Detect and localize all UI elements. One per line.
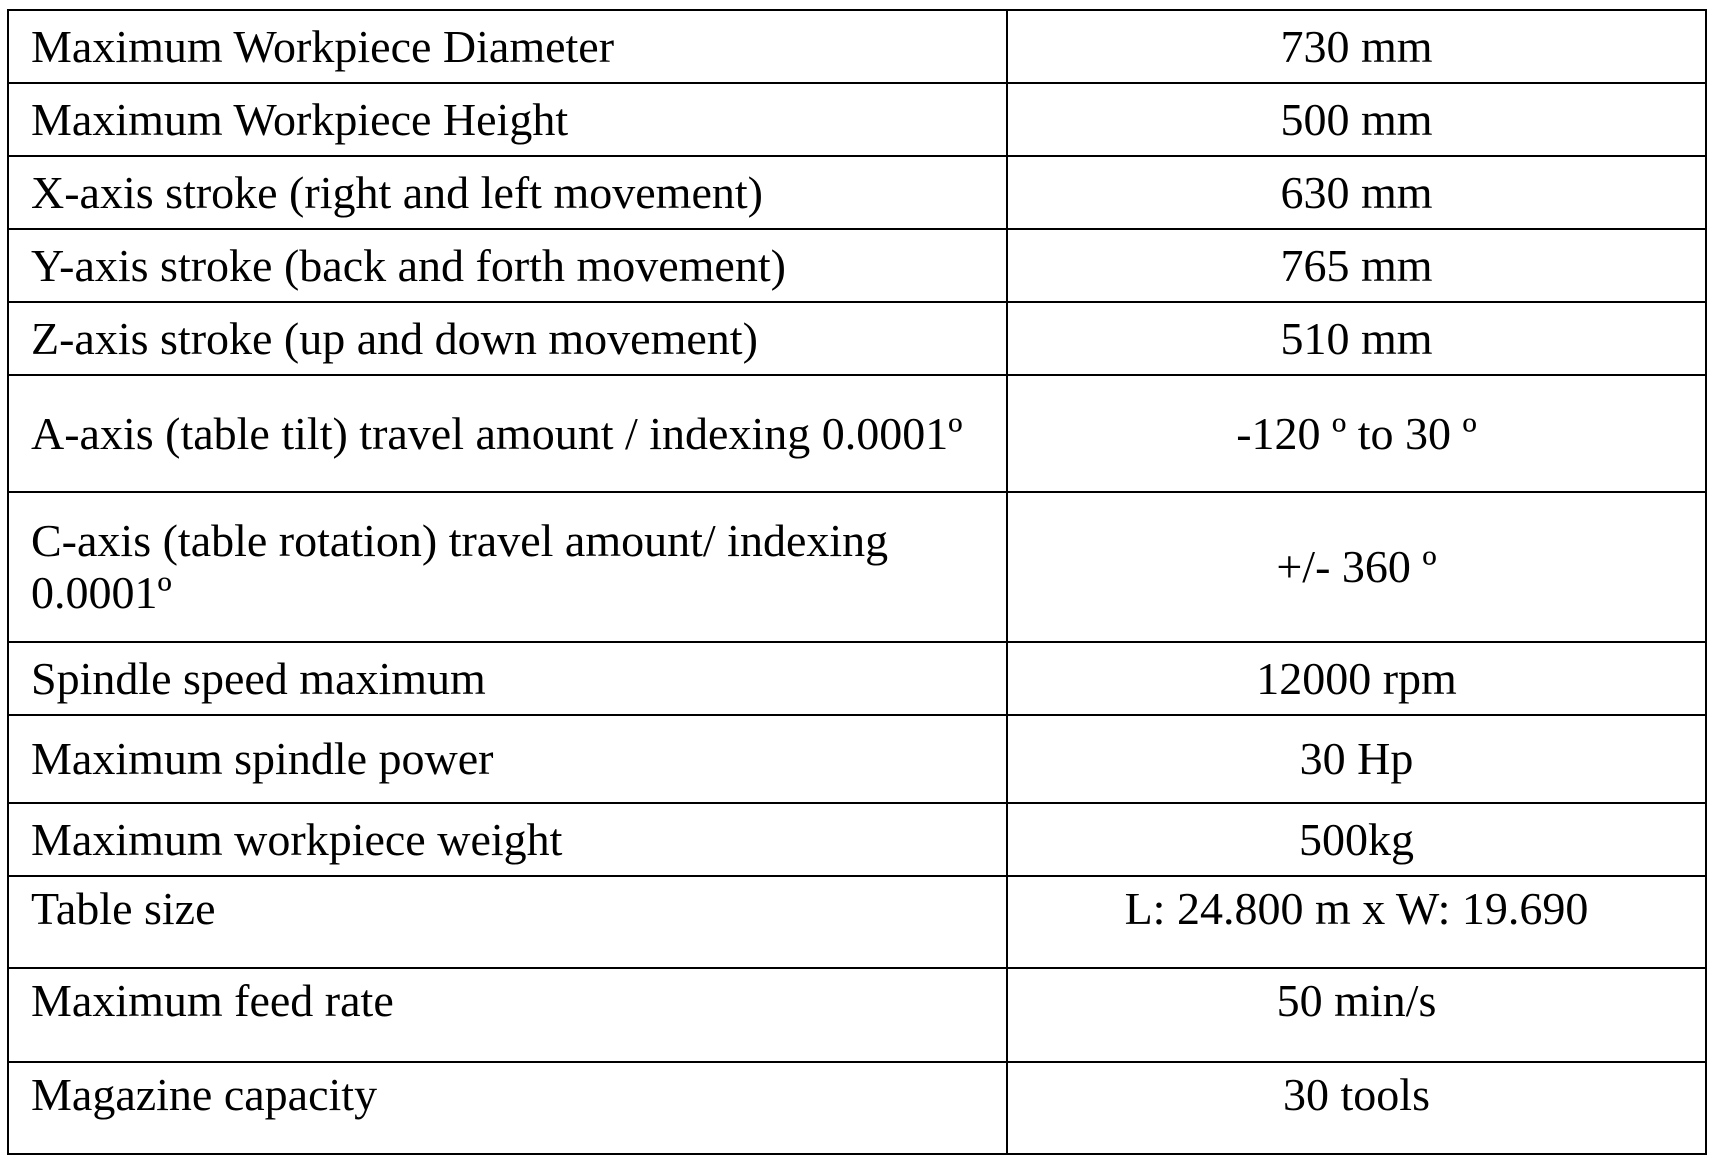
- table-row: [8, 302, 1706, 375]
- spec-value: 500kg: [1007, 803, 1706, 876]
- table-row: [8, 968, 1706, 1062]
- spec-label: Y-axis stroke (back and forth movement): [8, 229, 1007, 302]
- table-row: [8, 1062, 1706, 1154]
- table-row: [8, 10, 1706, 83]
- spec-value: 510 mm: [1007, 302, 1706, 375]
- spec-label: A-axis (table tilt) travel amount / indexing 0.0001º: [8, 375, 1007, 492]
- spec-label: Table size: [8, 876, 1007, 968]
- table-row: [8, 803, 1706, 876]
- spec-label: Maximum Workpiece Diameter: [8, 10, 1007, 83]
- spec-value: 765 mm: [1007, 229, 1706, 302]
- table-row: [8, 156, 1706, 229]
- table-row: [8, 492, 1706, 642]
- specifications-table: [7, 9, 1707, 1155]
- spec-value: 630 mm: [1007, 156, 1706, 229]
- spec-value: +/- 360 º: [1007, 492, 1706, 642]
- table-row: [8, 876, 1706, 968]
- spec-value: 50 min/s: [1007, 968, 1706, 1062]
- spec-label: Maximum Workpiece Height: [8, 83, 1007, 156]
- spec-value: -120 º to 30 º: [1007, 375, 1706, 492]
- spec-label: X-axis stroke (right and left movement): [8, 156, 1007, 229]
- spec-label: Maximum workpiece weight: [8, 803, 1007, 876]
- table-row: [8, 375, 1706, 492]
- spec-value: 30 Hp: [1007, 715, 1706, 803]
- spec-value: 12000 rpm: [1007, 642, 1706, 715]
- spec-label: Magazine capacity: [8, 1062, 1007, 1154]
- table-row: [8, 642, 1706, 715]
- spec-label: Maximum spindle power: [8, 715, 1007, 803]
- spec-value: 30 tools: [1007, 1062, 1706, 1154]
- table-row: [8, 715, 1706, 803]
- table-row: [8, 83, 1706, 156]
- spec-label: Maximum feed rate: [8, 968, 1007, 1062]
- spec-value: L: 24.800 m x W: 19.690: [1007, 876, 1706, 968]
- spec-label: C-axis (table rotation) travel amount/ indexing 0.0001º: [8, 492, 1007, 642]
- spec-value: 500 mm: [1007, 83, 1706, 156]
- spec-value: 730 mm: [1007, 10, 1706, 83]
- spec-label: Spindle speed maximum: [8, 642, 1007, 715]
- table-row: [8, 229, 1706, 302]
- spec-label: Z-axis stroke (up and down movement): [8, 302, 1007, 375]
